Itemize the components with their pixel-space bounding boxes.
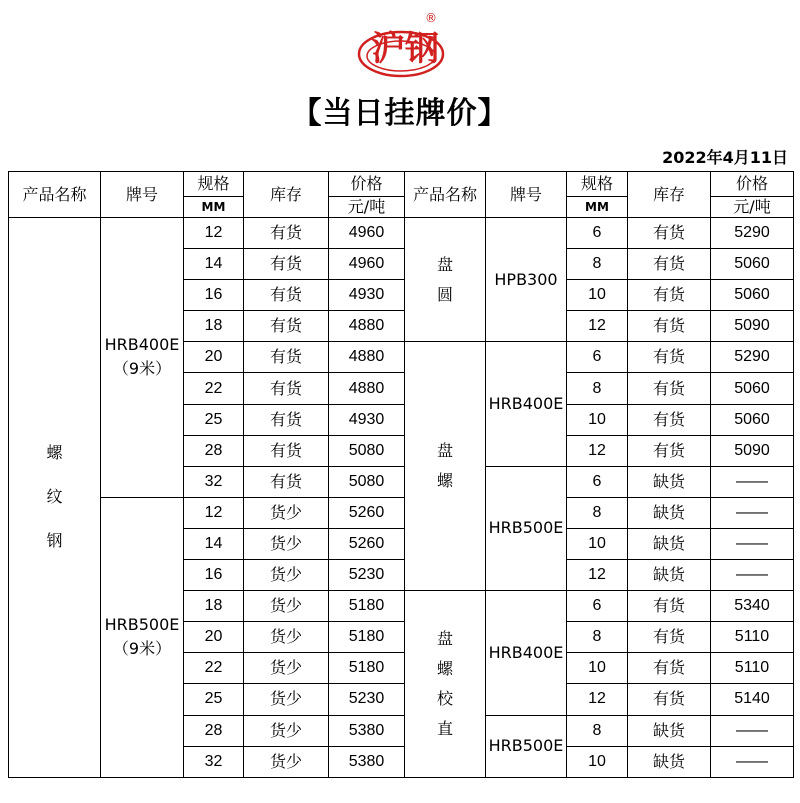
spec-cell: 28 (184, 435, 244, 466)
spec-cell: 8 (567, 373, 628, 404)
stock-cell: 有货 (244, 435, 329, 466)
stock-cell: 缺货 (628, 746, 711, 777)
spec-cell: 10 (567, 746, 628, 777)
spec-cell: 18 (184, 311, 244, 342)
spec-cell: 12 (567, 435, 628, 466)
page-title: 【当日挂牌价】 (291, 96, 509, 131)
stock-cell: 货少 (244, 622, 329, 653)
spec-cell: 8 (567, 249, 628, 280)
stock-cell: 有货 (244, 342, 329, 373)
spec-cell: 16 (184, 560, 244, 591)
spec-cell: 14 (184, 249, 244, 280)
price-cell: 5080 (329, 466, 405, 497)
stock-cell: 有货 (628, 342, 711, 373)
stock-cell: 货少 (244, 560, 329, 591)
stock-cell: 有货 (244, 280, 329, 311)
spec-cell: 12 (567, 560, 628, 591)
spec-cell: 25 (184, 684, 244, 715)
spec-cell: 20 (184, 342, 244, 373)
spec-cell: 10 (567, 404, 628, 435)
brand-cell: HPB300 (486, 218, 567, 342)
price-cell: 5060 (711, 373, 794, 404)
spec-cell: 6 (567, 342, 628, 373)
price-date: 2022年4月11日 (662, 148, 788, 167)
stock-cell: 货少 (244, 653, 329, 684)
spec-cell: 28 (184, 715, 244, 746)
stock-cell: 有货 (244, 218, 329, 249)
stock-cell: 缺货 (628, 497, 711, 528)
price-cell: 5110 (711, 622, 794, 653)
spec-cell: 12 (567, 311, 628, 342)
header-stock-right: 库存 (628, 172, 711, 218)
spec-cell: 14 (184, 528, 244, 559)
stock-cell: 有货 (628, 591, 711, 622)
registered-mark: ® (425, 11, 437, 25)
stock-cell: 缺货 (628, 466, 711, 497)
brand-cell: HRB500E （9米） (101, 497, 184, 777)
spec-cell: 12 (184, 497, 244, 528)
spec-cell: 12 (184, 218, 244, 249)
stock-cell: 有货 (244, 466, 329, 497)
logo-mark (355, 6, 447, 84)
spec-cell: 16 (184, 280, 244, 311)
stock-cell: 有货 (244, 404, 329, 435)
spec-cell: 20 (184, 622, 244, 653)
price-cell: —— (711, 528, 794, 559)
header-price-unit: 元/吨 (329, 197, 405, 218)
spec-cell: 10 (567, 528, 628, 559)
price-cell: 5140 (711, 684, 794, 715)
spec-cell: 32 (184, 746, 244, 777)
logo-text: 沪钢 (371, 29, 439, 69)
price-cell: 5290 (711, 342, 794, 373)
spec-cell: 32 (184, 466, 244, 497)
stock-cell: 缺货 (628, 528, 711, 559)
spec-cell: 22 (184, 653, 244, 684)
price-cell: 5060 (711, 280, 794, 311)
spec-cell: 18 (184, 591, 244, 622)
spec-cell: 25 (184, 404, 244, 435)
spec-cell: 8 (567, 497, 628, 528)
header-product-right: 产品名称 (405, 172, 486, 218)
stock-cell: 缺货 (628, 560, 711, 591)
price-cell: 4960 (329, 249, 405, 280)
price-table-body (9, 218, 794, 778)
table-row (9, 218, 794, 249)
stock-cell: 有货 (628, 218, 711, 249)
header-price-unit-right: 元/吨 (711, 197, 794, 218)
stock-cell: 货少 (244, 715, 329, 746)
price-cell: 5340 (711, 591, 794, 622)
price-cell: 5380 (329, 715, 405, 746)
brand-cell: HRB500E (486, 715, 567, 777)
price-cell: 5230 (329, 684, 405, 715)
stock-cell: 有货 (244, 311, 329, 342)
stock-cell: 货少 (244, 497, 329, 528)
stock-cell: 有货 (628, 249, 711, 280)
header-price-right: 价格 (711, 172, 794, 197)
price-cell: 5110 (711, 653, 794, 684)
price-cell: —— (711, 560, 794, 591)
price-cell: 5090 (711, 311, 794, 342)
company-logo (355, 6, 447, 84)
spec-cell: 8 (567, 622, 628, 653)
stock-cell: 有货 (628, 280, 711, 311)
stock-cell: 有货 (628, 311, 711, 342)
price-table (8, 171, 794, 778)
spec-cell: 10 (567, 653, 628, 684)
table-row (9, 497, 794, 528)
stock-cell: 货少 (244, 746, 329, 777)
spec-cell: 6 (567, 591, 628, 622)
stock-cell: 有货 (628, 435, 711, 466)
spec-cell: 6 (567, 218, 628, 249)
price-cell: 5080 (329, 435, 405, 466)
header-spec-right: 规格 (567, 172, 628, 197)
stock-cell: 有货 (628, 622, 711, 653)
price-cell: 5260 (329, 497, 405, 528)
spec-cell: 6 (567, 466, 628, 497)
price-cell: 4880 (329, 311, 405, 342)
price-cell: 4930 (329, 280, 405, 311)
price-cell: 4880 (329, 373, 405, 404)
stock-cell: 有货 (244, 373, 329, 404)
price-cell: —— (711, 466, 794, 497)
price-cell: 5060 (711, 249, 794, 280)
product-name-cell: 盘 圆 (405, 218, 486, 342)
stock-cell: 货少 (244, 528, 329, 559)
price-cell: 5380 (329, 746, 405, 777)
header-price: 价格 (329, 172, 405, 197)
stock-cell: 有货 (244, 249, 329, 280)
price-cell: 5290 (711, 218, 794, 249)
price-cell: 5180 (329, 653, 405, 684)
stock-cell: 货少 (244, 684, 329, 715)
brand-cell: HRB400E （9米） (101, 218, 184, 498)
header-stock: 库存 (244, 172, 329, 218)
header-brand: 牌号 (101, 172, 184, 218)
spec-cell: 22 (184, 373, 244, 404)
price-cell: 5230 (329, 560, 405, 591)
stock-cell: 有货 (628, 404, 711, 435)
price-cell: 4930 (329, 404, 405, 435)
spec-cell: 12 (567, 684, 628, 715)
header-spec-unit: MM (184, 197, 244, 218)
spec-cell: 10 (567, 280, 628, 311)
stock-cell: 货少 (244, 591, 329, 622)
price-cell: 4960 (329, 218, 405, 249)
stock-cell: 有货 (628, 684, 711, 715)
stock-cell: 缺货 (628, 715, 711, 746)
stock-cell: 有货 (628, 373, 711, 404)
product-name-cell: 盘 螺 校 直 (405, 591, 486, 778)
brand-cell: HRB400E (486, 342, 567, 466)
brand-cell: HRB500E (486, 466, 567, 590)
header-spec: 规格 (184, 172, 244, 197)
price-cell: —— (711, 715, 794, 746)
header-product: 产品名称 (9, 172, 101, 218)
brand-cell: HRB400E (486, 591, 567, 715)
price-cell: 5180 (329, 591, 405, 622)
price-cell: 5060 (711, 404, 794, 435)
price-cell: 5090 (711, 435, 794, 466)
header-spec-unit-right: MM (567, 197, 628, 218)
spec-cell: 8 (567, 715, 628, 746)
product-name-cell: 螺 纹 钢 (9, 218, 101, 778)
header-brand-right: 牌号 (486, 172, 567, 218)
price-cell: 5180 (329, 622, 405, 653)
price-cell: —— (711, 746, 794, 777)
product-name-cell: 盘 螺 (405, 342, 486, 591)
stock-cell: 有货 (628, 653, 711, 684)
price-cell: 5260 (329, 528, 405, 559)
price-cell: 4880 (329, 342, 405, 373)
price-cell: —— (711, 497, 794, 528)
